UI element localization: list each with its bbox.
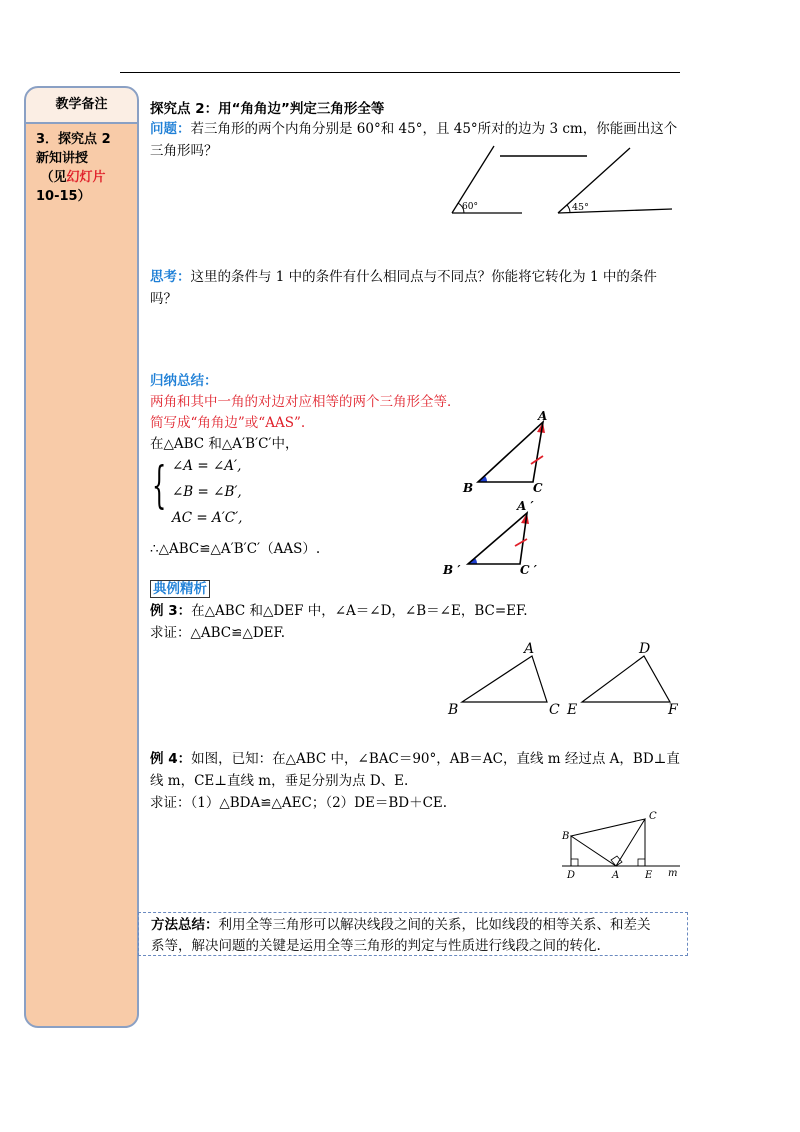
think-line-1	[150, 266, 657, 288]
aas-triangles-figure	[443, 409, 555, 580]
right-angle-d	[571, 859, 578, 866]
condition-3	[172, 507, 242, 529]
sidebar-note	[26, 124, 137, 206]
example-4-figure	[556, 806, 686, 886]
ex3-label-b: B	[448, 702, 459, 718]
question-line-2: 三角形吗？	[150, 143, 218, 159]
summary-rule: 两角和其中一角的对边对应相等的两个三角形全等．	[150, 394, 461, 410]
ex3-label-e: E	[567, 702, 578, 718]
angle-45-label: 45°	[572, 202, 589, 213]
example-3-prove: 求证：△ABC≌△DEF.	[150, 625, 286, 641]
summary-label: 归纳总结：	[150, 373, 218, 389]
angle-45-drawing	[558, 148, 672, 213]
example-4-line-2: 线 m，CE⊥直线 m，垂足分别为点 D、E.	[150, 773, 409, 789]
header-rule	[120, 72, 680, 73]
triangle-def-ex3	[582, 656, 670, 702]
in-triangles-line: 在△ABC 和△A′B′C′中，	[150, 436, 299, 452]
section-title: 探究点 2：用“角角边”判定三角形全等	[150, 101, 385, 117]
condition-brace: {	[152, 456, 167, 514]
triangle-abc-ex4	[571, 819, 645, 866]
ex4-label-d: D	[567, 870, 576, 881]
vertex-b: B	[463, 481, 474, 495]
vertex-b-prime: B ′	[443, 563, 461, 577]
ex4-label-c: C	[649, 811, 657, 822]
sidebar-line-1: 3．探究点 2	[36, 132, 111, 147]
ex3-label-c: C	[549, 702, 560, 718]
triangle-a-prime-outline	[468, 513, 527, 564]
method-line-2: 系等，解决问题的关键是运用全等三角形的判定与性质进行线段之间的转化.	[151, 938, 601, 954]
think-line-2: 吗？	[150, 291, 177, 307]
sidebar-header: 教学备注	[24, 86, 139, 124]
vertex-c-prime: C ′	[520, 563, 537, 577]
condition-1	[172, 455, 241, 477]
conclusion-line: ∴△ABC≌△A′B′C′（AAS）.	[150, 541, 321, 557]
example-3-line	[150, 600, 528, 622]
vertex-a: A	[538, 409, 548, 423]
example-3-text: 在△ABC 和△DEF 中，∠A＝∠D，∠B＝∠E，BC=EF.	[191, 603, 528, 619]
example-4-line-1	[150, 748, 680, 770]
teaching-notes-sidebar	[24, 86, 137, 1026]
sidebar-line-3	[36, 168, 131, 187]
vertex-a-prime: A ′	[517, 499, 534, 513]
examples-heading: 典例精析	[150, 580, 210, 598]
ex3-label-d: D	[639, 641, 651, 657]
ex4-label-m: m	[668, 868, 678, 879]
triangle-a-prime	[442, 499, 538, 577]
question-label: 问题：	[150, 121, 191, 137]
triangle-abc	[462, 409, 547, 495]
sidebar-body	[24, 122, 139, 1028]
condition-3-text: AC = A′C′,	[172, 510, 243, 526]
vertex-c: C	[533, 481, 543, 495]
example-4-prove: 求证：（1）△BDA≌△AEC；（2）DE＝BD＋CE.	[150, 795, 448, 811]
ex3-label-f: F	[668, 702, 678, 718]
ex4-label-a: A	[612, 870, 620, 881]
summary-abbrev: 简写成“角角边”或“AAS”.	[150, 415, 306, 431]
condition-2-text: ∠B = ∠B′,	[172, 484, 242, 500]
think-label: 思考：	[150, 269, 191, 285]
condition-2	[172, 481, 242, 503]
triangle-abc-outline	[478, 422, 543, 482]
condition-1-text: ∠A = ∠A′,	[172, 458, 242, 474]
ex3-label-a: A	[524, 641, 535, 657]
examples-heading-wrap	[150, 578, 210, 600]
think-text-1: 这里的条件与 1 中的条件有什么相同点与不同点？你能将它转化为 1 中的条件	[190, 269, 657, 285]
example-4-text-1: 如图，已知：在△ABC 中，∠BAC＝90°，AB＝AC，直线 m 经过点 A，BD⊥直	[191, 751, 680, 767]
example-3-figure	[445, 638, 690, 720]
method-line-1	[151, 915, 683, 936]
sidebar-line-2: 新知讲授	[36, 151, 89, 166]
question-line-1	[150, 118, 677, 140]
angle-45-ray	[558, 148, 630, 213]
angle-60-label: 60°	[462, 202, 478, 212]
sidebar-line-3-prefix: （见	[40, 170, 67, 185]
sidebar-line-4: 10-15）	[36, 189, 91, 204]
sidebar-slide-link: 幻灯片	[66, 170, 106, 185]
example-3-label: 例 3：	[150, 603, 192, 619]
right-angle-e	[638, 859, 645, 866]
method-summary-box	[138, 912, 688, 956]
side-a-prime-c-prime-tick	[515, 539, 527, 546]
question-text-1: 若三角形的两个内角分别是 60°和 45°，且 45°所对的边为 3 cm，你能画出这个	[190, 121, 678, 137]
triangle-abc-ex3	[462, 656, 547, 702]
ex4-label-e: E	[645, 870, 653, 881]
example-4-label: 例 4：	[150, 751, 192, 767]
method-text-1: 利用全等三角形可以解决线段之间的关系，比如线段的相等关系、和差关	[218, 917, 651, 933]
angle-construction-figure	[440, 140, 680, 220]
angle-45-arc	[567, 205, 570, 213]
method-label: 方法总结：	[151, 917, 219, 933]
ex4-label-b: B	[562, 831, 570, 842]
